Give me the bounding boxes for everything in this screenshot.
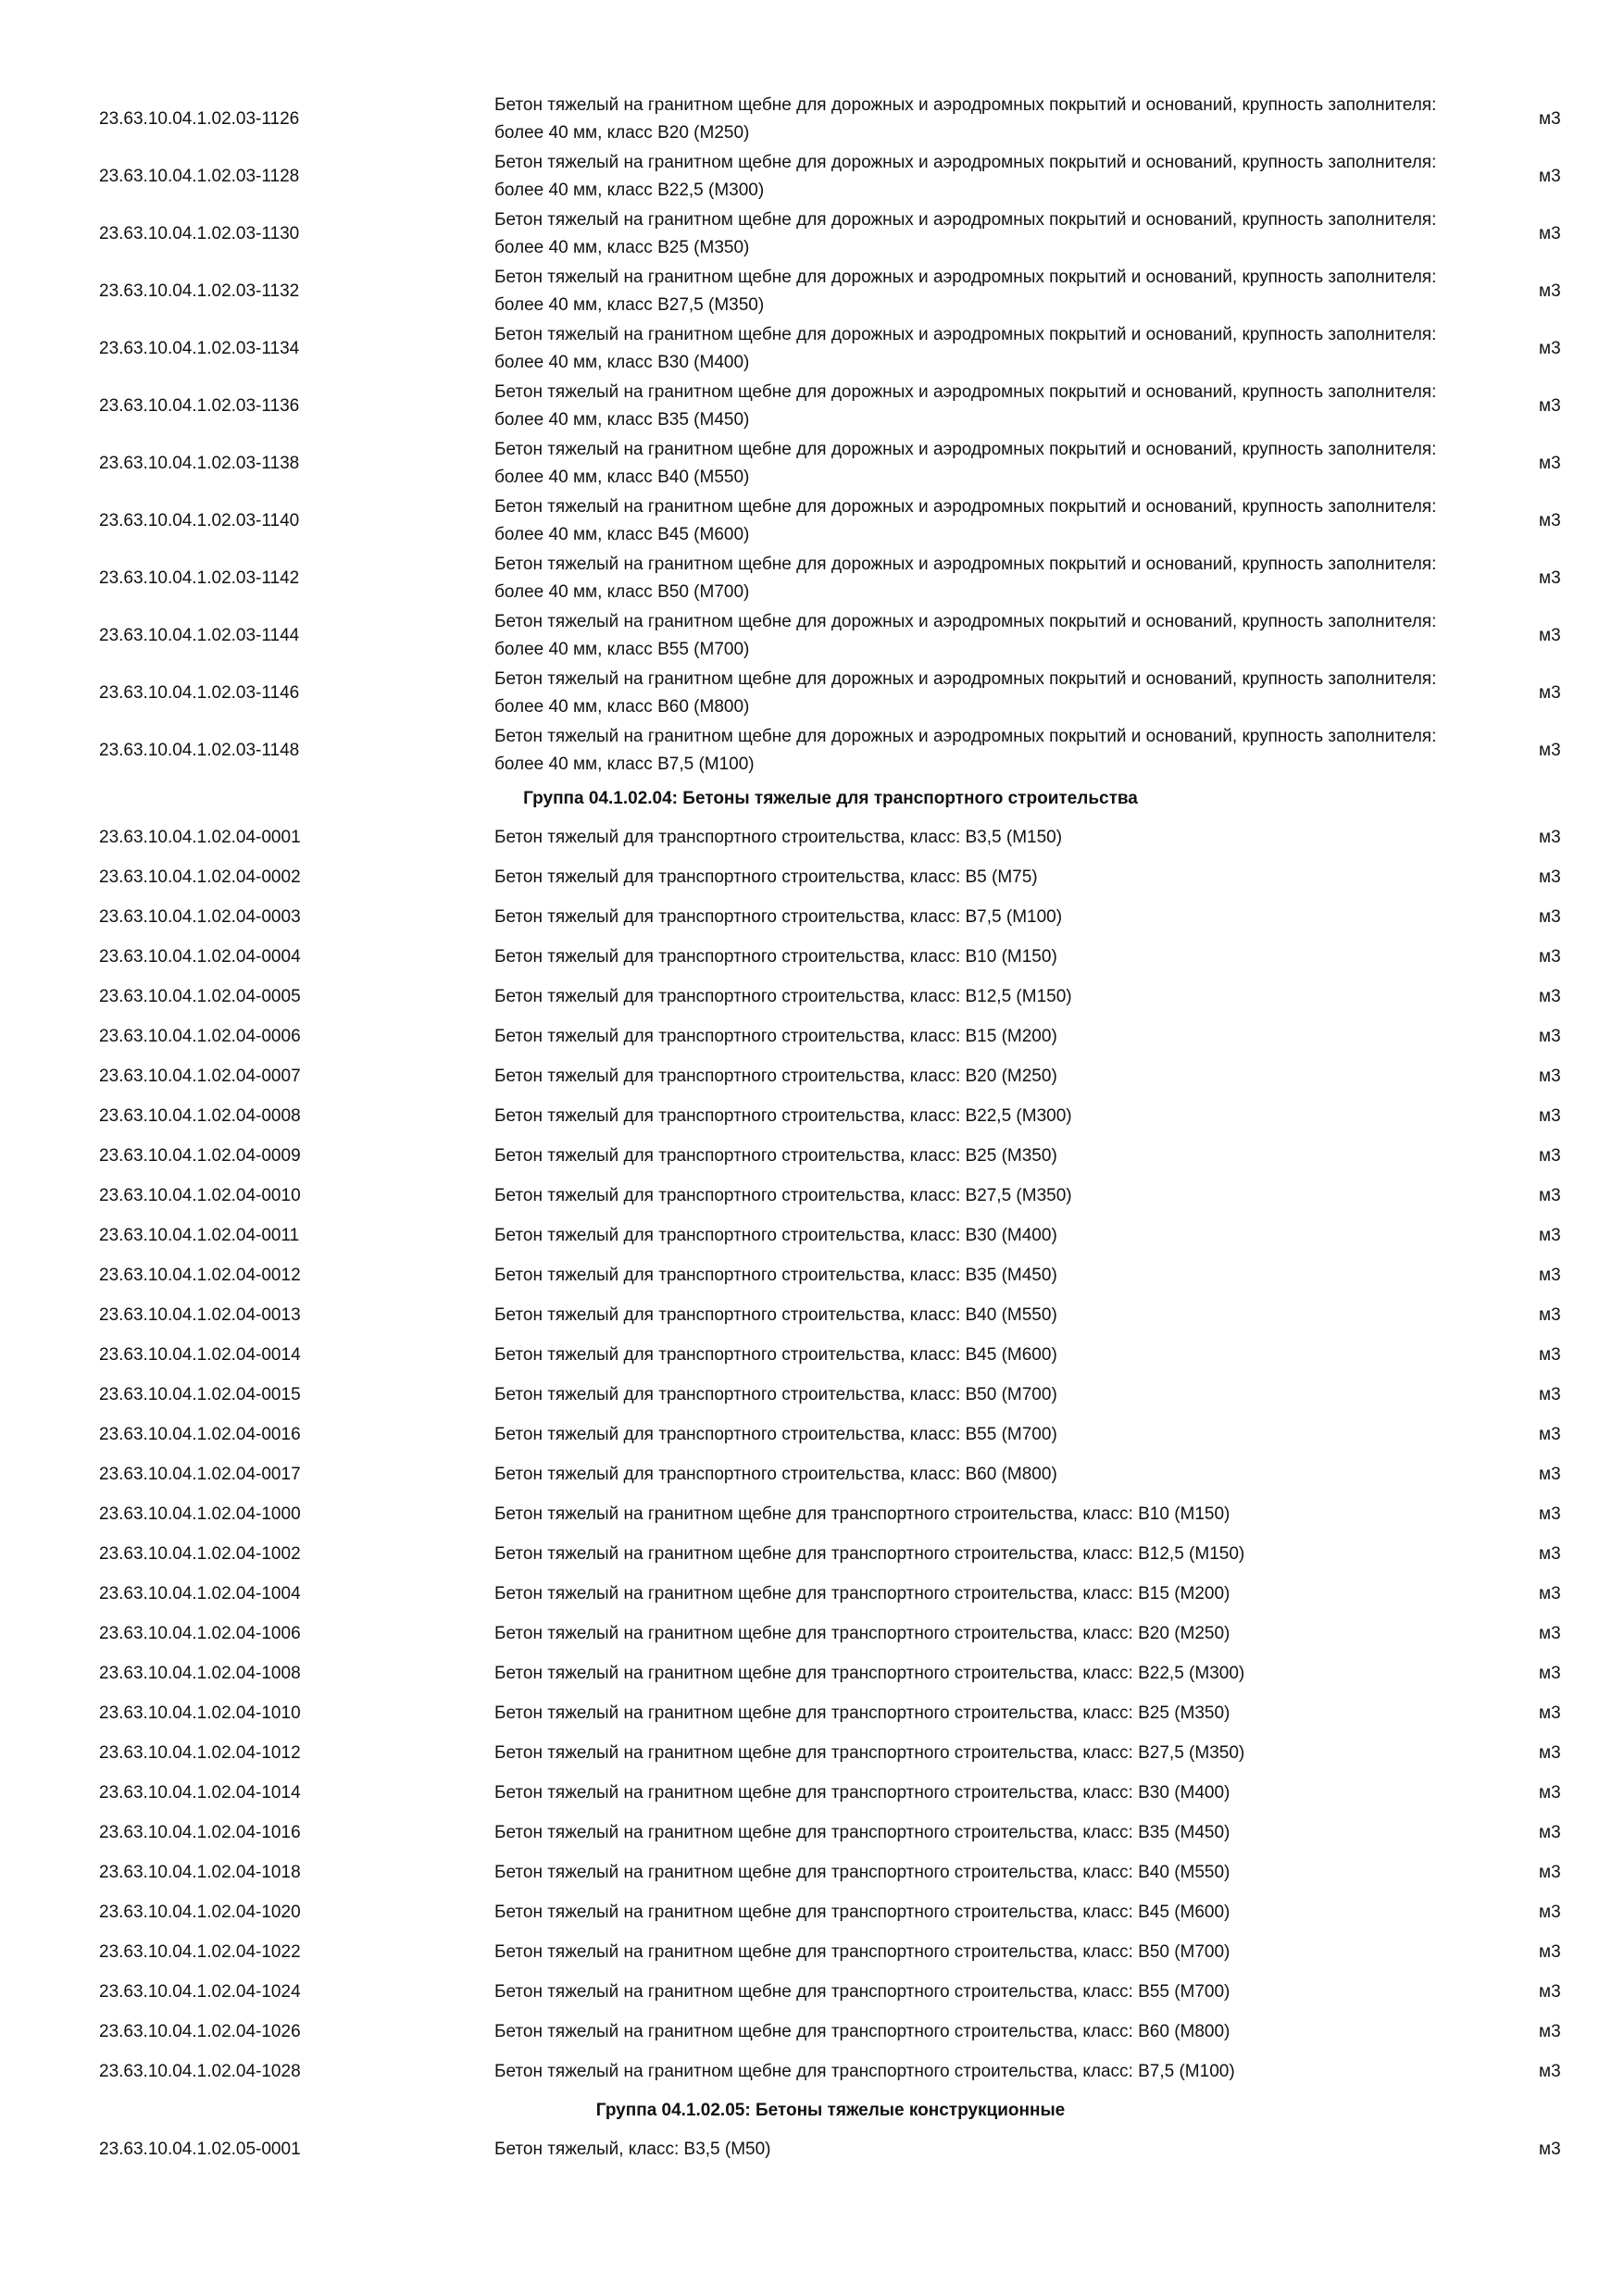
unit-of-measure: м3 [1539, 1981, 1561, 2002]
table-row [0, 1693, 1624, 1733]
resource-code: 23.63.10.04.1.02.04-1026 [99, 2021, 301, 2041]
table-row [0, 378, 1624, 435]
table-row [0, 1813, 1624, 1853]
resource-code: 23.63.10.04.1.02.03-1126 [99, 109, 300, 129]
resource-description-cell [494, 1375, 1476, 1415]
table-row [0, 1773, 1624, 1813]
resource-description: Бетон тяжелый на гранитном щебне для дорожных и аэродромных покрытий и оснований, крупность заполнителя: более 40 мм, класс В35 (М450) [494, 382, 1437, 430]
resource-description: Бетон тяжелый для транспортного строительства, класс: В20 (М250) [494, 1066, 1057, 1086]
table-row [0, 977, 1624, 1017]
table-row [0, 2012, 1624, 2052]
resource-description-cell [494, 1653, 1476, 1693]
group-title-wrap [0, 2091, 1624, 2129]
resource-description: Бетон тяжелый на гранитном щебне для транспортного строительства, класс: В50 (М700) [494, 1941, 1230, 1962]
table-row [0, 1614, 1624, 1653]
unit-of-measure: м3 [1539, 2021, 1561, 2041]
table-row [0, 148, 1624, 206]
document-page [0, 91, 1624, 2169]
resource-description-cell [494, 2012, 1476, 2052]
resource-description-cell [494, 91, 1476, 148]
table-row [0, 665, 1624, 722]
unit-of-measure: м3 [1539, 1185, 1561, 1205]
resource-code: 23.63.10.04.1.02.04-1002 [99, 1543, 301, 1564]
unit-of-measure: м3 [1539, 1782, 1561, 1803]
table-row [0, 1375, 1624, 1415]
resource-description-cell [494, 1255, 1476, 1295]
resource-description: Бетон тяжелый для транспортного строительства, класс: В27,5 (М350) [494, 1185, 1072, 1205]
table-row [0, 1415, 1624, 1454]
unit-of-measure: м3 [1539, 1026, 1561, 1046]
table-row [0, 493, 1624, 550]
resource-description-cell [494, 1056, 1476, 1096]
resource-code: 23.63.10.04.1.02.04-1008 [99, 1663, 301, 1683]
resource-description: Бетон тяжелый на гранитном щебне для дорожных и аэродромных покрытий и оснований, крупность заполнителя: более 40 мм, класс В27,5 (М350) [494, 268, 1437, 315]
group-title: Группа 04.1.02.04: Бетоны тяжелые для транспортного строительства [523, 788, 1138, 808]
resource-description: Бетон тяжелый на гранитном щебне для транспортного строительства, класс: В15 (М200) [494, 1583, 1230, 1603]
unit-of-measure: м3 [1539, 1344, 1561, 1365]
resource-code: 23.63.10.04.1.02.04-1014 [99, 1782, 301, 1803]
unit-of-measure: м3 [1539, 1902, 1561, 1922]
resource-description-cell [494, 1892, 1476, 1932]
resource-description-cell [494, 665, 1476, 722]
table-row [0, 1494, 1624, 1534]
table-row [0, 857, 1624, 897]
table-row [0, 1056, 1624, 1096]
resource-description-cell [494, 2129, 1476, 2169]
unit-of-measure: м3 [1539, 1066, 1561, 1086]
resource-description-cell [494, 493, 1476, 550]
resource-description-cell [494, 1813, 1476, 1853]
resource-code: 23.63.10.04.1.02.03-1128 [99, 167, 300, 186]
resource-code: 23.63.10.04.1.02.04-0004 [99, 946, 301, 967]
resource-code: 23.63.10.04.1.02.04-0012 [99, 1265, 301, 1285]
resource-description-cell [494, 1096, 1476, 1136]
resource-code: 23.63.10.04.1.02.03-1142 [99, 568, 300, 588]
unit-of-measure: м3 [1539, 1583, 1561, 1603]
resource-code: 23.63.10.04.1.02.04-0015 [99, 1384, 301, 1404]
unit-of-measure: м3 [1539, 626, 1561, 645]
resource-description: Бетон тяжелый для транспортного строительства, класс: В10 (М150) [494, 946, 1057, 967]
unit-of-measure: м3 [1539, 2061, 1561, 2081]
unit-of-measure: м3 [1539, 568, 1561, 588]
resource-description: Бетон тяжелый на гранитном щебне для транспортного строительства, класс: В30 (М400) [494, 1782, 1230, 1803]
resource-description-cell [494, 1216, 1476, 1255]
resource-description-cell [494, 977, 1476, 1017]
table-row [0, 722, 1624, 780]
resource-description-cell [494, 722, 1476, 780]
resource-code: 23.63.10.04.1.02.04-0005 [99, 986, 301, 1006]
resource-description: Бетон тяжелый на гранитном щебне для дорожных и аэродромных покрытий и оснований, крупность заполнителя: более 40 мм, класс В50 (М700) [494, 555, 1437, 602]
unit-of-measure: м3 [1539, 1504, 1561, 1524]
resource-description-cell [494, 435, 1476, 493]
resource-description: Бетон тяжелый на гранитном щебне для дорожных и аэродромных покрытий и оснований, крупность заполнителя: более 40 мм, класс В45 (М600) [494, 497, 1437, 544]
resource-description-cell [494, 1335, 1476, 1375]
table-row [0, 2129, 1624, 2169]
resource-description: Бетон тяжелый для транспортного строительства, класс: В12,5 (М150) [494, 986, 1072, 1006]
table-row [0, 1932, 1624, 1972]
resource-code: 23.63.10.04.1.02.03-1148 [99, 741, 300, 760]
resource-description-cell [494, 857, 1476, 897]
resource-code: 23.63.10.04.1.02.04-0003 [99, 906, 301, 927]
resource-code: 23.63.10.04.1.02.04-1028 [99, 2061, 301, 2081]
resource-code: 23.63.10.04.1.02.03-1146 [99, 683, 300, 703]
resource-description-cell [494, 1415, 1476, 1454]
table-row [0, 1733, 1624, 1773]
resource-description: Бетон тяжелый, класс: В3,5 (М50) [494, 2139, 771, 2159]
unit-of-measure: м3 [1539, 1862, 1561, 1882]
resource-description: Бетон тяжелый на гранитном щебне для дорожных и аэродромных покрытий и оснований, крупность заполнителя: более 40 мм, класс В7,5 (М100) [494, 727, 1437, 774]
resource-code: 23.63.10.04.1.02.04-1012 [99, 1742, 301, 1763]
resource-description: Бетон тяжелый для транспортного строительства, класс: В45 (М600) [494, 1344, 1057, 1365]
unit-of-measure: м3 [1539, 1304, 1561, 1325]
unit-of-measure: м3 [1539, 867, 1561, 887]
table-row [0, 1017, 1624, 1056]
table-row [0, 1853, 1624, 1892]
resource-code: 23.63.10.04.1.02.04-1022 [99, 1941, 301, 1962]
resource-code: 23.63.10.04.1.02.04-0010 [99, 1185, 301, 1205]
group-title-wrap [0, 780, 1624, 817]
resource-description: Бетон тяжелый на гранитном щебне для транспортного строительства, класс: В55 (М700) [494, 1981, 1230, 2002]
unit-of-measure: м3 [1539, 1543, 1561, 1564]
unit-of-measure: м3 [1539, 1703, 1561, 1723]
resource-code: 23.63.10.04.1.02.03-1140 [99, 511, 300, 530]
resource-description-cell [494, 1614, 1476, 1653]
resource-code: 23.63.10.04.1.02.04-0013 [99, 1304, 301, 1325]
table-row [0, 435, 1624, 493]
table-row [0, 2052, 1624, 2091]
resource-description: Бетон тяжелый на гранитном щебне для дорожных и аэродромных покрытий и оснований, крупность заполнителя: более 40 мм, класс В25 (М350) [494, 210, 1437, 257]
resource-code: 23.63.10.04.1.02.04-0011 [99, 1225, 300, 1245]
table-row [0, 1972, 1624, 2012]
unit-of-measure: м3 [1539, 396, 1561, 416]
resource-description: Бетон тяжелый на гранитном щебне для транспортного строительства, класс: В25 (М350) [494, 1703, 1230, 1723]
resource-description: Бетон тяжелый на гранитном щебне для транспортного строительства, класс: В12,5 (М150) [494, 1543, 1245, 1564]
table-row [0, 607, 1624, 665]
resource-description-cell [494, 897, 1476, 937]
resource-code: 23.63.10.04.1.02.04-0002 [99, 867, 301, 887]
table-row [0, 91, 1624, 148]
resource-code: 23.63.10.04.1.02.04-1000 [99, 1504, 301, 1524]
unit-of-measure: м3 [1539, 946, 1561, 967]
resource-description: Бетон тяжелый для транспортного строительства, класс: В25 (М350) [494, 1145, 1057, 1166]
resource-description: Бетон тяжелый на гранитном щебне для транспортного строительства, класс: В27,5 (М350) [494, 1742, 1245, 1763]
resource-description: Бетон тяжелый на гранитном щебне для дорожных и аэродромных покрытий и оснований, крупность заполнителя: более 40 мм, класс В55 (М700) [494, 612, 1437, 659]
unit-of-measure: м3 [1539, 109, 1561, 129]
resource-description: Бетон тяжелый для транспортного строительства, класс: В22,5 (М300) [494, 1105, 1072, 1126]
group-title: Группа 04.1.02.05: Бетоны тяжелые конструкционные [595, 2100, 1066, 2120]
resource-code: 23.63.10.04.1.02.04-0007 [99, 1066, 301, 1086]
resource-description-cell [494, 550, 1476, 607]
unit-of-measure: м3 [1539, 1663, 1561, 1683]
table-row [0, 937, 1624, 977]
resource-code: 23.63.10.04.1.02.03-1134 [99, 339, 300, 358]
table-row [0, 1574, 1624, 1614]
table-row [0, 1176, 1624, 1216]
resource-description: Бетон тяжелый для транспортного строительства, класс: В7,5 (М100) [494, 906, 1063, 927]
table-row [0, 1454, 1624, 1494]
resource-code: 23.63.10.04.1.02.04-1020 [99, 1902, 301, 1922]
resource-description-cell [494, 937, 1476, 977]
unit-of-measure: м3 [1539, 1464, 1561, 1484]
table-row [0, 550, 1624, 607]
resource-code: 23.63.10.04.1.02.04-1006 [99, 1623, 301, 1643]
resource-code: 23.63.10.04.1.02.04-1018 [99, 1862, 301, 1882]
resource-description-cell [494, 1932, 1476, 1972]
resource-description-cell [494, 206, 1476, 263]
resource-code: 23.63.10.04.1.02.04-1024 [99, 1981, 301, 2002]
unit-of-measure: м3 [1539, 1424, 1561, 1444]
unit-of-measure: м3 [1539, 281, 1561, 301]
unit-of-measure: м3 [1539, 1822, 1561, 1842]
resource-description-cell [494, 1295, 1476, 1335]
resource-code: 23.63.10.04.1.02.04-1010 [99, 1703, 301, 1723]
table-row [0, 1653, 1624, 1693]
resource-description: Бетон тяжелый на гранитном щебне для транспортного строительства, класс: В35 (М450) [494, 1822, 1230, 1842]
resource-code: 23.63.10.04.1.02.04-0016 [99, 1424, 301, 1444]
resource-code: 23.63.10.04.1.02.04-0001 [99, 827, 301, 847]
unit-of-measure: м3 [1539, 167, 1561, 186]
table-row [0, 1255, 1624, 1295]
resource-code: 23.63.10.04.1.02.04-0006 [99, 1026, 301, 1046]
resource-description: Бетон тяжелый на гранитном щебне для транспортного строительства, класс: В20 (М250) [494, 1623, 1230, 1643]
unit-of-measure: м3 [1539, 1384, 1561, 1404]
table-row [0, 817, 1624, 857]
group-header [0, 2091, 1624, 2129]
resource-description-cell [494, 1534, 1476, 1574]
resource-description: Бетон тяжелый на гранитном щебне для транспортного строительства, класс: В45 (М600) [494, 1902, 1230, 1922]
unit-of-measure: м3 [1539, 511, 1561, 530]
table-row [0, 1216, 1624, 1255]
unit-of-measure: м3 [1539, 2139, 1561, 2159]
resource-description-cell [494, 263, 1476, 320]
resource-description-cell [494, 1494, 1476, 1534]
resource-description: Бетон тяжелый для транспортного строительства, класс: В55 (М700) [494, 1424, 1057, 1444]
resource-description: Бетон тяжелый для транспортного строительства, класс: В15 (М200) [494, 1026, 1057, 1046]
unit-of-measure: м3 [1539, 683, 1561, 703]
resource-description-cell [494, 817, 1476, 857]
table-row [0, 1335, 1624, 1375]
unit-of-measure: м3 [1539, 1225, 1561, 1245]
resource-description: Бетон тяжелый на гранитном щебне для транспортного строительства, класс: В10 (М150) [494, 1504, 1230, 1524]
resource-description-cell [494, 378, 1476, 435]
resource-description: Бетон тяжелый для транспортного строительства, класс: В5 (М75) [494, 867, 1038, 887]
unit-of-measure: м3 [1539, 1105, 1561, 1126]
resource-description: Бетон тяжелый на гранитном щебне для транспортного строительства, класс: В60 (М800) [494, 2021, 1230, 2041]
group-header [0, 780, 1624, 817]
resource-description: Бетон тяжелый для транспортного строительства, класс: В40 (М550) [494, 1304, 1057, 1325]
table-row [0, 206, 1624, 263]
resource-code: 23.63.10.04.1.02.04-0009 [99, 1145, 301, 1166]
resource-description-cell [494, 1693, 1476, 1733]
table-row [0, 1295, 1624, 1335]
resource-description: Бетон тяжелый на гранитном щебне для дорожных и аэродромных покрытий и оснований, крупность заполнителя: более 40 мм, класс В60 (М800) [494, 669, 1437, 717]
unit-of-measure: м3 [1539, 906, 1561, 927]
table-row [0, 897, 1624, 937]
resource-description: Бетон тяжелый для транспортного строительства, класс: В3,5 (М150) [494, 827, 1063, 847]
resource-code: 23.63.10.04.1.02.03-1144 [99, 626, 300, 645]
unit-of-measure: м3 [1539, 224, 1561, 243]
unit-of-measure: м3 [1539, 339, 1561, 358]
resource-code: 23.63.10.04.1.02.03-1136 [99, 396, 300, 416]
table-row [0, 263, 1624, 320]
resource-description: Бетон тяжелый на гранитном щебне для дорожных и аэродромных покрытий и оснований, крупность заполнителя: более 40 мм, класс В30 (М400) [494, 325, 1437, 372]
table-row [0, 1136, 1624, 1176]
table-row [0, 1892, 1624, 1932]
unit-of-measure: м3 [1539, 1941, 1561, 1962]
unit-of-measure: м3 [1539, 1145, 1561, 1166]
resource-description-cell [494, 148, 1476, 206]
resource-code: 23.63.10.04.1.02.04-1016 [99, 1822, 301, 1842]
unit-of-measure: м3 [1539, 1623, 1561, 1643]
resource-description: Бетон тяжелый на гранитном щебне для дорожных и аэродромных покрытий и оснований, крупность заполнителя: более 40 мм, класс В20 (М250) [494, 95, 1437, 143]
resource-description-cell [494, 1017, 1476, 1056]
resource-description: Бетон тяжелый на гранитном щебне для транспортного строительства, класс: В7,5 (М100) [494, 2061, 1235, 2081]
resource-description-cell [494, 1454, 1476, 1494]
resource-description: Бетон тяжелый для транспортного строительства, класс: В30 (М400) [494, 1225, 1057, 1245]
resource-code: 23.63.10.04.1.02.04-0017 [99, 1464, 301, 1484]
resource-code: 23.63.10.04.1.02.05-0001 [99, 2139, 301, 2159]
resource-description-cell [494, 1176, 1476, 1216]
resource-description-cell [494, 1136, 1476, 1176]
table-row [0, 320, 1624, 378]
resource-description-cell [494, 320, 1476, 378]
resource-code: 23.63.10.04.1.02.04-0014 [99, 1344, 301, 1365]
resource-description-cell [494, 607, 1476, 665]
resource-code: 23.63.10.04.1.02.03-1138 [99, 454, 300, 473]
unit-of-measure: м3 [1539, 827, 1561, 847]
resource-code: 23.63.10.04.1.02.04-0008 [99, 1105, 301, 1126]
resource-description-cell [494, 2052, 1476, 2091]
resource-description: Бетон тяжелый для транспортного строительства, класс: В50 (М700) [494, 1384, 1057, 1404]
resource-description-cell [494, 1574, 1476, 1614]
resource-description: Бетон тяжелый на гранитном щебне для транспортного строительства, класс: В22,5 (М300) [494, 1663, 1245, 1683]
resource-description-cell [494, 1972, 1476, 2012]
resource-description: Бетон тяжелый на гранитном щебне для транспортного строительства, класс: В40 (М550) [494, 1862, 1230, 1882]
resource-description-cell [494, 1853, 1476, 1892]
resource-description: Бетон тяжелый для транспортного строительства, класс: В60 (М800) [494, 1464, 1057, 1484]
resource-description: Бетон тяжелый на гранитном щебне для дорожных и аэродромных покрытий и оснований, крупность заполнителя: более 40 мм, класс В22,5 (М300) [494, 153, 1437, 200]
resource-code: 23.63.10.04.1.02.04-1004 [99, 1583, 301, 1603]
resource-description: Бетон тяжелый для транспортного строительства, класс: В35 (М450) [494, 1265, 1057, 1285]
table-row [0, 1534, 1624, 1574]
resource-code: 23.63.10.04.1.02.03-1132 [99, 281, 300, 301]
resource-description-cell [494, 1773, 1476, 1813]
unit-of-measure: м3 [1539, 454, 1561, 473]
resource-description: Бетон тяжелый на гранитном щебне для дорожных и аэродромных покрытий и оснований, крупность заполнителя: более 40 мм, класс В40 (М550) [494, 440, 1437, 487]
unit-of-measure: м3 [1539, 986, 1561, 1006]
table-row [0, 1096, 1624, 1136]
resource-description-cell [494, 1733, 1476, 1773]
unit-of-measure: м3 [1539, 1265, 1561, 1285]
resource-code: 23.63.10.04.1.02.03-1130 [99, 224, 300, 243]
unit-of-measure: м3 [1539, 741, 1561, 760]
unit-of-measure: м3 [1539, 1742, 1561, 1763]
